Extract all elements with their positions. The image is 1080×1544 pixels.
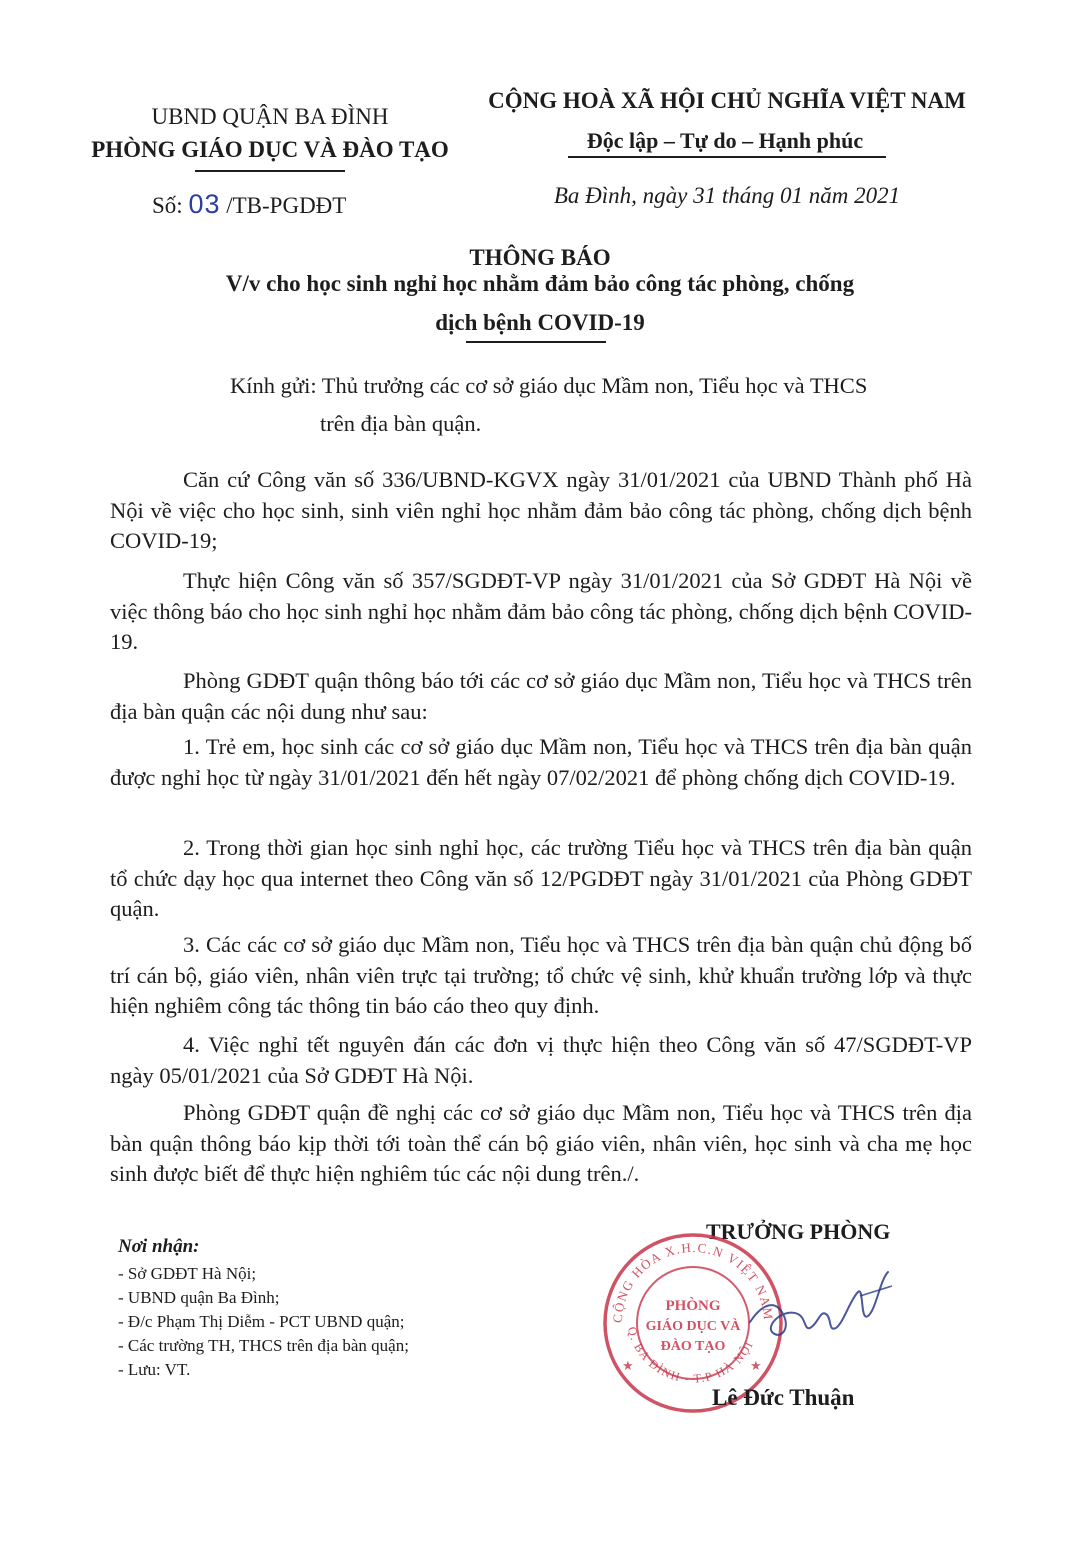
svg-text:★: ★ — [622, 1358, 634, 1373]
signer-position: TRƯỞNG PHÒNG — [706, 1219, 891, 1244]
paragraph-legal-basis-2: Thực hiện Công văn số 357/SGDĐT-VP ngày 31/01/2021 của Sở GDĐT Hà Nội về việc thông báo cho học sinh nghỉ học nhằm đảm bảo công tác phòng, chống dịch bệnh COVID-19. — [110, 568, 972, 654]
handwritten-signature — [740, 1262, 900, 1352]
recipient-item: - Đ/c Phạm Thị Diễm - PCT UBND quận; — [118, 1312, 405, 1331]
paragraph-item-3: 3. Các các cơ sở giáo dục Mầm non, Tiểu học và THCS trên địa bàn quận chủ động bố trí cán bộ, giáo viên, nhân viên trực tại trường; tổ chức vệ sinh, khử khuẩn trường lớp và thực hiện nghiêm công tác thông tin báo cáo theo quy định. — [110, 932, 972, 1018]
addressee-line2: trên địa bàn quận. — [320, 411, 482, 436]
national-motto: Độc lập – Tự do – Hạnh phúc — [586, 128, 864, 153]
recipient-item: - Sở GDĐT Hà Nội; — [118, 1264, 257, 1283]
number-value: 03 — [188, 189, 221, 219]
notice-subject-line1: V/v cho học sinh nghỉ học nhằm đảm bảo công tác phòng, chống — [225, 271, 855, 296]
paragraph-item-2: 2. Trong thời gian học sinh nghỉ học, các trường Tiểu học và THCS trên địa bàn quận tổ chức dạy học qua internet theo Công văn số 12/PGDĐT ngày 31/01/2021 của Phòng GDĐT quận. — [110, 835, 972, 921]
stamp-center-line1: PHÒNG — [665, 1298, 721, 1314]
svg-text:★: ★ — [750, 1358, 762, 1373]
paragraph-closing: Phòng GDĐT quận đề nghị các cơ sở giáo dục Mầm non, Tiểu học và THCS trên địa bàn quận thông báo kịp thời tới toàn thể cán bộ giáo viên, nhân viên, học sinh và cha mẹ học sinh được biết để thực hiện nghiêm túc các nội dung trên./. — [110, 1100, 972, 1186]
stamp-center-line3: ĐÀO TẠO — [660, 1339, 726, 1354]
addressee-line1: Kính gửi: Thủ trưởng các cơ sở giáo dục Mầm non, Tiểu học và THCS — [230, 373, 868, 398]
issuer-parent: UBND QUẬN BA ĐÌNH — [151, 104, 389, 129]
issuer-underline — [195, 170, 345, 172]
recipient-item: - Lưu: VT. — [118, 1360, 191, 1379]
number-prefix: Số: — [152, 193, 183, 218]
stamp-ring-bottom-text: Q. BA ĐÌNH - T.P HÀ NỘI — [624, 1325, 757, 1386]
paragraph-legal-basis-1: Căn cứ Công văn số 336/UBND-KGVX ngày 31/01/2021 của UBND Thành phố Hà Nội về việc cho học sinh, sinh viên nghỉ học nhằm đảm bảo công tác phòng, chống dịch bệnh COVID-19; — [110, 467, 972, 553]
paragraph-item-4: 4. Việc nghỉ tết nguyên đán các đơn vị thực hiện theo Công văn số 47/SGDĐT-VP ngày 05/01/2021 của Sở GDĐT Hà Nội. — [110, 1032, 972, 1088]
svg-text:Q. BA ĐÌNH - T.P HÀ NỘI — [625, 1325, 756, 1385]
number-suffix: /TB-PGDĐT — [226, 193, 347, 218]
signer-name: Lê Đức Thuận — [712, 1385, 855, 1410]
paragraph-item-1: 1. Trẻ em, học sinh các cơ sở giáo dục Mầm non, Tiểu học và THCS trên địa bàn quận được nghỉ học từ ngày 31/01/2021 đến hết ngày 07/02/2021 để phòng chống dịch COVID-19. — [110, 734, 972, 790]
notice-subject-line2: dịch bệnh COVID-19 — [435, 310, 645, 335]
document-date: Ba Đình, ngày 31 tháng 01 năm 2021 — [553, 183, 901, 208]
notice-title: THÔNG BÁO — [469, 245, 611, 270]
issuer-department: PHÒNG GIÁO DỤC VÀ ĐÀO TẠO — [91, 137, 449, 162]
stamp-center-line2: GIÁO DỤC VÀ — [645, 1319, 741, 1334]
recipients-block — [118, 1232, 538, 1382]
document-number — [152, 188, 346, 222]
recipients-heading: Nơi nhận: — [118, 1236, 200, 1257]
paragraph-intro: Phòng GDĐT quận thông báo tới các cơ sở giáo dục Mầm non, Tiểu học và THCS trên địa bàn quận các nội dung như sau: — [110, 668, 972, 724]
national-title: CỘNG HOÀ XÃ HỘI CHỦ NGHĨA VIỆT NAM — [488, 88, 966, 113]
recipient-item: - Các trường TH, THCS trên địa bàn quận; — [118, 1336, 409, 1355]
subject-underline — [466, 341, 606, 343]
stamp-ring-text: CỘNG HÒA X.H.C.N VIỆT NAM — [609, 1239, 777, 1324]
motto-underline — [568, 156, 886, 158]
recipient-item: - UBND quận Ba Đình; — [118, 1288, 280, 1307]
